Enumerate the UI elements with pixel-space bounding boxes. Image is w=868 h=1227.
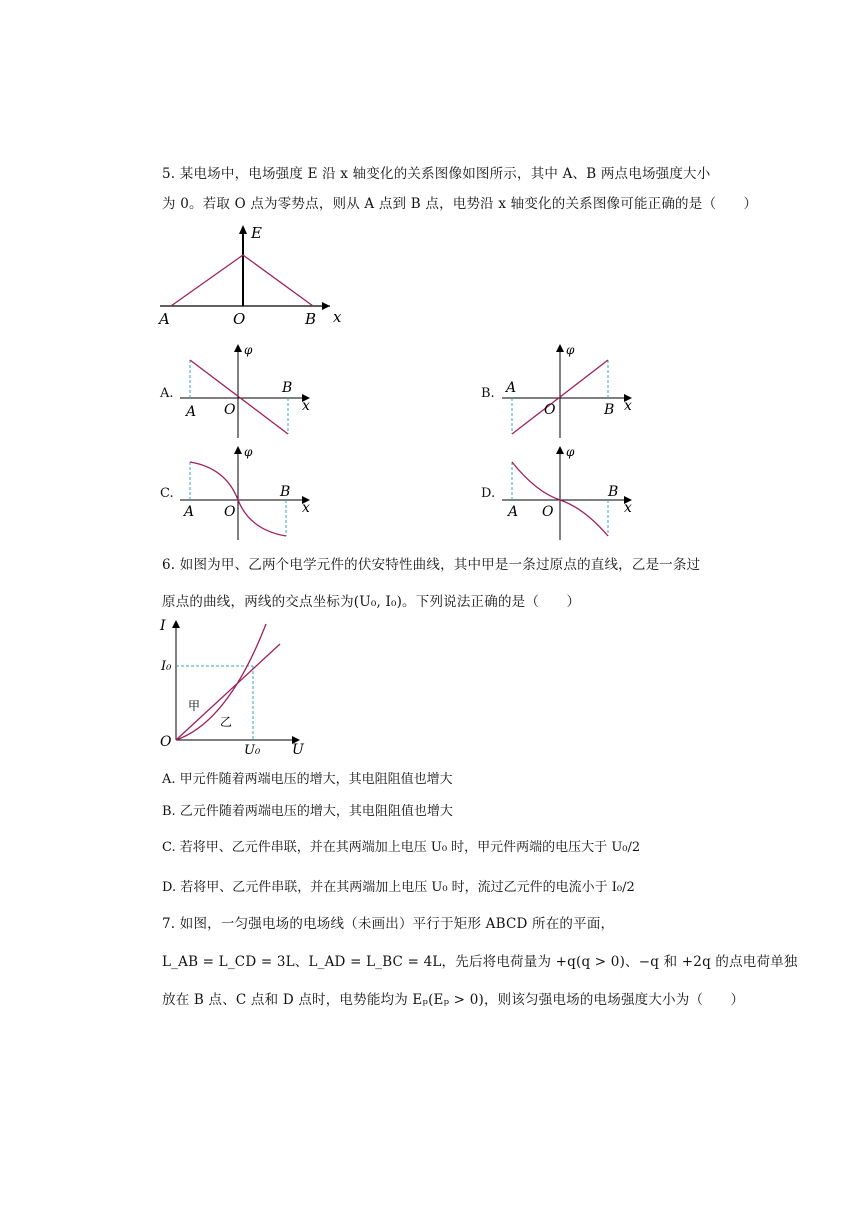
q5-option-d-graph bbox=[500, 444, 650, 544]
q5-c-y-label: φ bbox=[244, 445, 253, 459]
q5-a-y-label: φ bbox=[244, 343, 253, 357]
q5-option-c-graph bbox=[178, 444, 328, 544]
q5-d-y-label: φ bbox=[566, 445, 575, 459]
q6-line-2: 原点的曲线，两线的交点坐标为(U₀, I₀)。下列说法正确的是（ ） bbox=[162, 594, 581, 610]
q5-option-d-label: D. bbox=[481, 486, 496, 501]
q5-main-o-label: O bbox=[233, 310, 246, 328]
q5-b-right-label: B bbox=[604, 402, 615, 418]
q6-origin-label: O bbox=[160, 734, 172, 750]
q6-y-label: I bbox=[160, 618, 166, 634]
q6-x-label: U bbox=[292, 742, 304, 758]
q5-d-origin-label: O bbox=[542, 504, 554, 520]
q6-jia-label: 甲 bbox=[188, 699, 201, 713]
q5-b-left-label: A bbox=[506, 380, 517, 396]
q5-d-x-label: x bbox=[624, 500, 632, 516]
q6-u0-label: U₀ bbox=[244, 743, 261, 758]
q5-c-origin-label: O bbox=[224, 504, 236, 520]
q5-b-origin-label: O bbox=[544, 402, 556, 418]
q5-main-y-label: E bbox=[251, 224, 262, 242]
q6-option-d: D. 若将甲、乙元件串联，并在其两端加上电压 U₀ 时，流过乙元件的电流小于 I₀/2 bbox=[162, 880, 635, 895]
q7-line-2: L_AB = L_CD = 3L、L_AD = L_BC = 4L，先后将电荷量为 +q(q > 0)、−q 和 +2q 的点电荷单独 bbox=[162, 954, 798, 970]
q5-option-b-label: B. bbox=[481, 386, 495, 401]
q5-a-right-label: B bbox=[282, 380, 293, 396]
q6-option-a: A. 甲元件随着两端电压的增大，其电阻阻值也增大 bbox=[162, 772, 453, 787]
q5-b-y-label: φ bbox=[566, 343, 575, 357]
q5-option-a-graph bbox=[178, 342, 328, 442]
q6-iu-graph bbox=[158, 618, 318, 763]
q6-yi-label: 乙 bbox=[220, 715, 233, 729]
q5-main-graph bbox=[155, 222, 355, 332]
q5-d-left-label: A bbox=[508, 504, 519, 520]
q5-line-2: 为 0。若取 O 点为零势点，则从 A 点到 B 点，电势沿 x 轴变化的关系图像可能正确的是（ ） bbox=[162, 196, 758, 212]
q5-a-origin-label: O bbox=[224, 402, 236, 418]
q6-option-c: C. 若将甲、乙元件串联，并在其两端加上电压 U₀ 时，甲元件两端的电压大于 U₀/2 bbox=[162, 840, 641, 855]
q5-d-right-label: B bbox=[608, 484, 619, 500]
q6-option-b: B. 乙元件随着两端电压的增大，其电阻阻值也增大 bbox=[162, 804, 453, 819]
q5-main-a-label: A bbox=[159, 310, 170, 328]
q5-c-x-label: x bbox=[302, 500, 310, 516]
q5-main-b-label: B bbox=[305, 310, 317, 328]
q6-i0-label: I₀ bbox=[161, 659, 172, 674]
q5-a-left-label: A bbox=[186, 404, 197, 420]
q5-a-x-label: x bbox=[302, 398, 310, 414]
q7-line-3: 放在 B 点、C 点和 D 点时，电势能均为 Eₚ(Eₚ > 0)，则该匀强电场的电场强度大小为（ ） bbox=[162, 992, 745, 1008]
q5-c-right-label: B bbox=[280, 484, 291, 500]
q5-main-x-label: x bbox=[333, 308, 342, 326]
q5-option-a-label: A. bbox=[160, 386, 174, 401]
q5-option-b-graph bbox=[500, 342, 650, 442]
q5-option-c-label: C. bbox=[160, 486, 174, 501]
q7-line-1: 7. 如图，一匀强电场的电场线（未画出）平行于矩形 ABCD 所在的平面， bbox=[162, 916, 615, 932]
q5-c-left-label: A bbox=[184, 504, 195, 520]
q5-line-1: 5. 某电场中，电场强度 E 沿 x 轴变化的关系图像如图所示，其中 A、B 两点电场强度大小 bbox=[162, 166, 711, 182]
q5-b-x-label: x bbox=[624, 398, 632, 414]
q6-line-1: 6. 如图为甲、乙两个电学元件的伏安特性曲线，其中甲是一条过原点的直线，乙是一条过 bbox=[162, 557, 701, 573]
